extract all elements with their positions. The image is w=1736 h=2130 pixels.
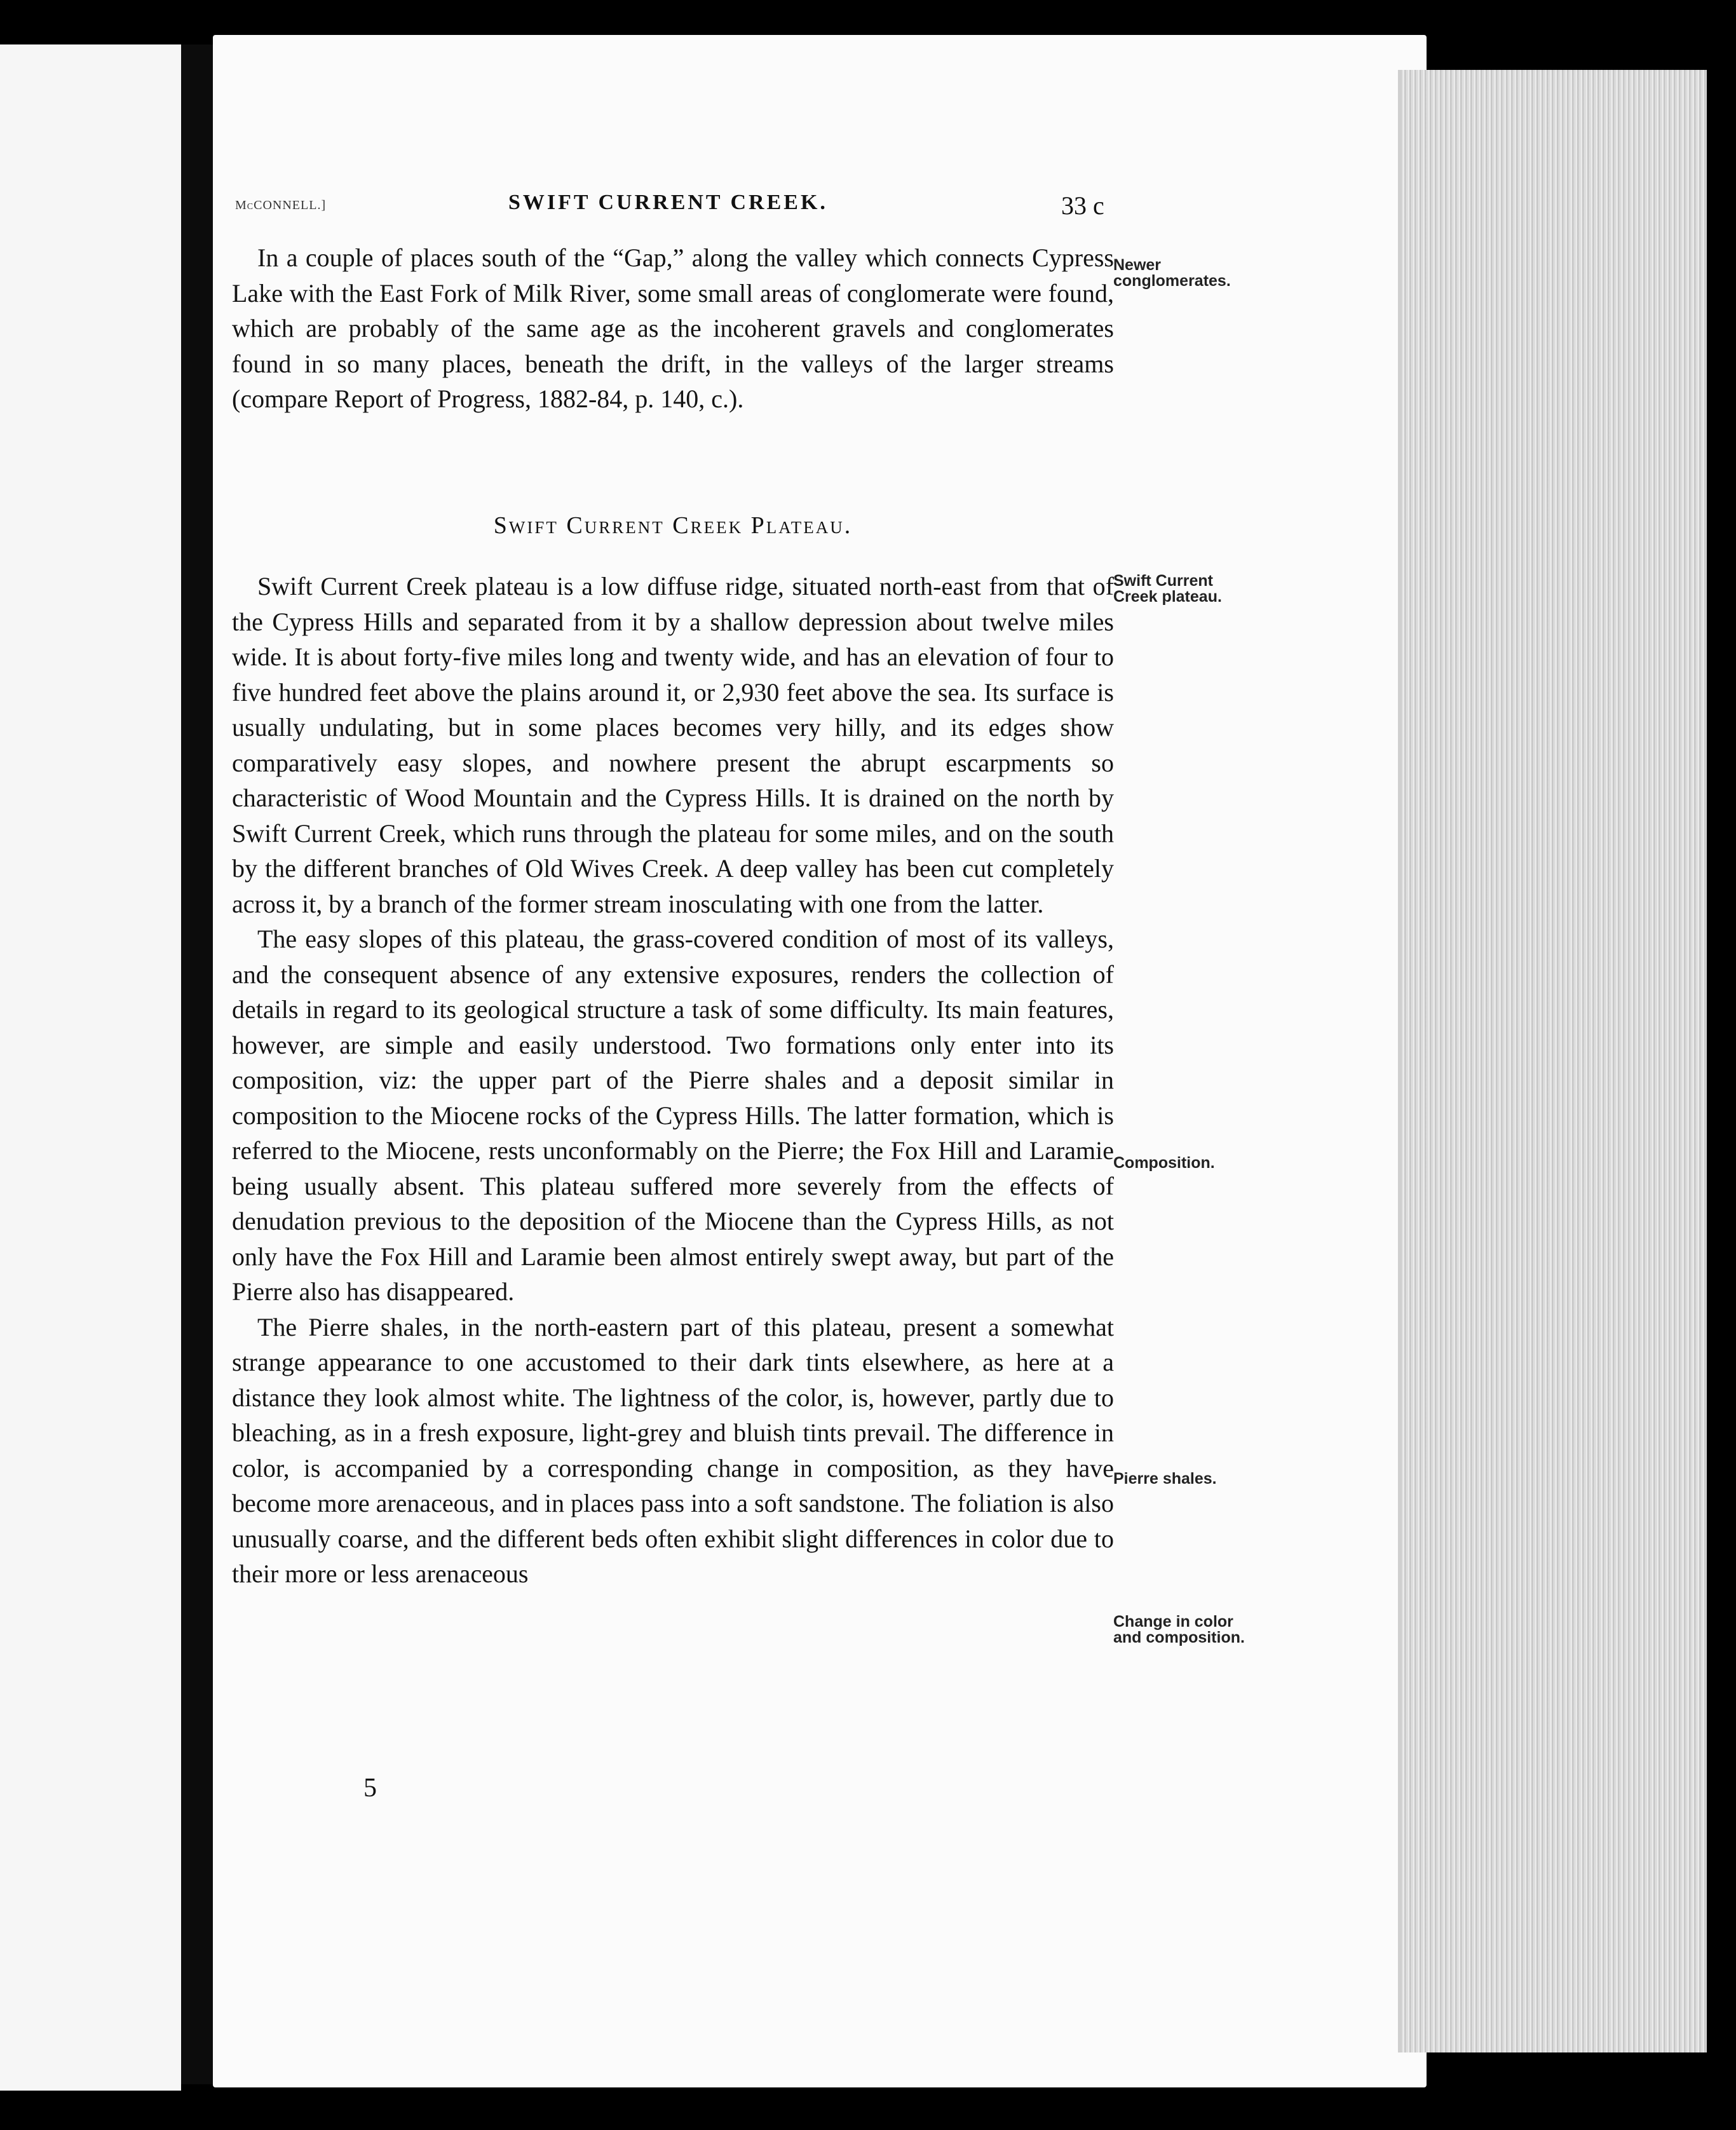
paragraph-2: The easy slopes of this plateau, the grass-covered condition of most of its valleys, and the consequent absence of any extensive exposures, renders the collection of details in regard to its geological structure a task of some difficulty. Its main features, however, are simple and easily understood. Two formations only enter into its composition, viz: the upper part of the Pierre shales and a deposit similar in composition to the Miocene rocks of the Cypress Hills. The latter formation, which is referred to the Miocene, rests unconformably on the Pierre; the Fox Hill and Laramie being usually absent. This plateau suffered more severely from the effects of denudation previous to the deposition of the Miocene than the Cypress Hills, as not only have the Fox Hill and Laramie been almost entirely swept away, but part of the Pierre also has disappeared. [232, 925, 1114, 1306]
body-text-main [232, 569, 1114, 1592]
margin-note-newer-conglomerates: Newer conglomerates. [1113, 256, 1231, 290]
running-header [235, 191, 1125, 222]
page-stack-edge [1398, 70, 1707, 2052]
header-page-number: 33 c [1061, 191, 1104, 220]
header-title: SWIFT CURRENT CREEK. [508, 191, 828, 214]
margin-note-pierre-shales: Pierre shales. [1113, 1470, 1217, 1488]
book-gutter [181, 44, 213, 2084]
header-author: McCONNELL.] [235, 198, 327, 212]
body-text [232, 240, 1114, 417]
section-heading: Swift Current Creek Plateau. [493, 512, 853, 539]
left-page-edge [0, 44, 181, 2091]
margin-note-swift-current-plateau: Swift Current Creek plateau. [1113, 572, 1222, 606]
margin-note-composition: Composition. [1113, 1154, 1215, 1172]
margin-note-change-in-color: Change in color and composition. [1113, 1613, 1245, 1646]
paragraph-3: The Pierre shales, in the north-eastern part of this plateau, present a somewhat strange appearance to one accustomed to their dark tints elsewhere, as here at a distance they look almost white. The lightness of the color, is, however, partly due to bleaching, as in a fresh exposure, light-grey and bluish tints prevail. The difference in color, is accompanied by a corresponding change in composition, as they have become more arenaceous, and in places pass into a soft sandstone. The foliation is also unusually coarse, and the different beds often exhibit slight differences in color due to their more or less arenaceous [232, 1312, 1114, 1588]
paragraph-1: Swift Current Creek plateau is a low diffuse ridge, situated north-east from that of the Cypress Hills and separated from it by a shallow depression about twelve miles wide. It is about forty-five miles long and twenty wide, and has an elevation of four to five hundred feet above the plains around it, or 2,930 feet above the sea. Its surface is usually undulating, but in some places becomes very hilly, and its edges show comparatively easy slopes, and nowhere present the abrupt escarpments so characteristic of Wood Mountain and the Cypress Hills. It is drained on the north by Swift Current Creek, which runs through the plateau for some miles, and on the south by the different branches of Old Wives Creek. A deep valley has been cut completely across it, by a branch of the former stream inosculating with one from the latter. [232, 572, 1114, 918]
signature-mark: 5 [363, 1774, 377, 1803]
paragraph-intro: In a couple of places south of the “Gap,” along the valley which connects Cypress Lake with the East Fork of Milk River, some small areas of conglomerate were found, which are probably of the same age as the incoherent gravels and conglomerates found in so many places, beneath the drift, in the valleys of the larger streams (compare Report of Progress, 1882-84, p. 140, c.). [232, 243, 1114, 413]
